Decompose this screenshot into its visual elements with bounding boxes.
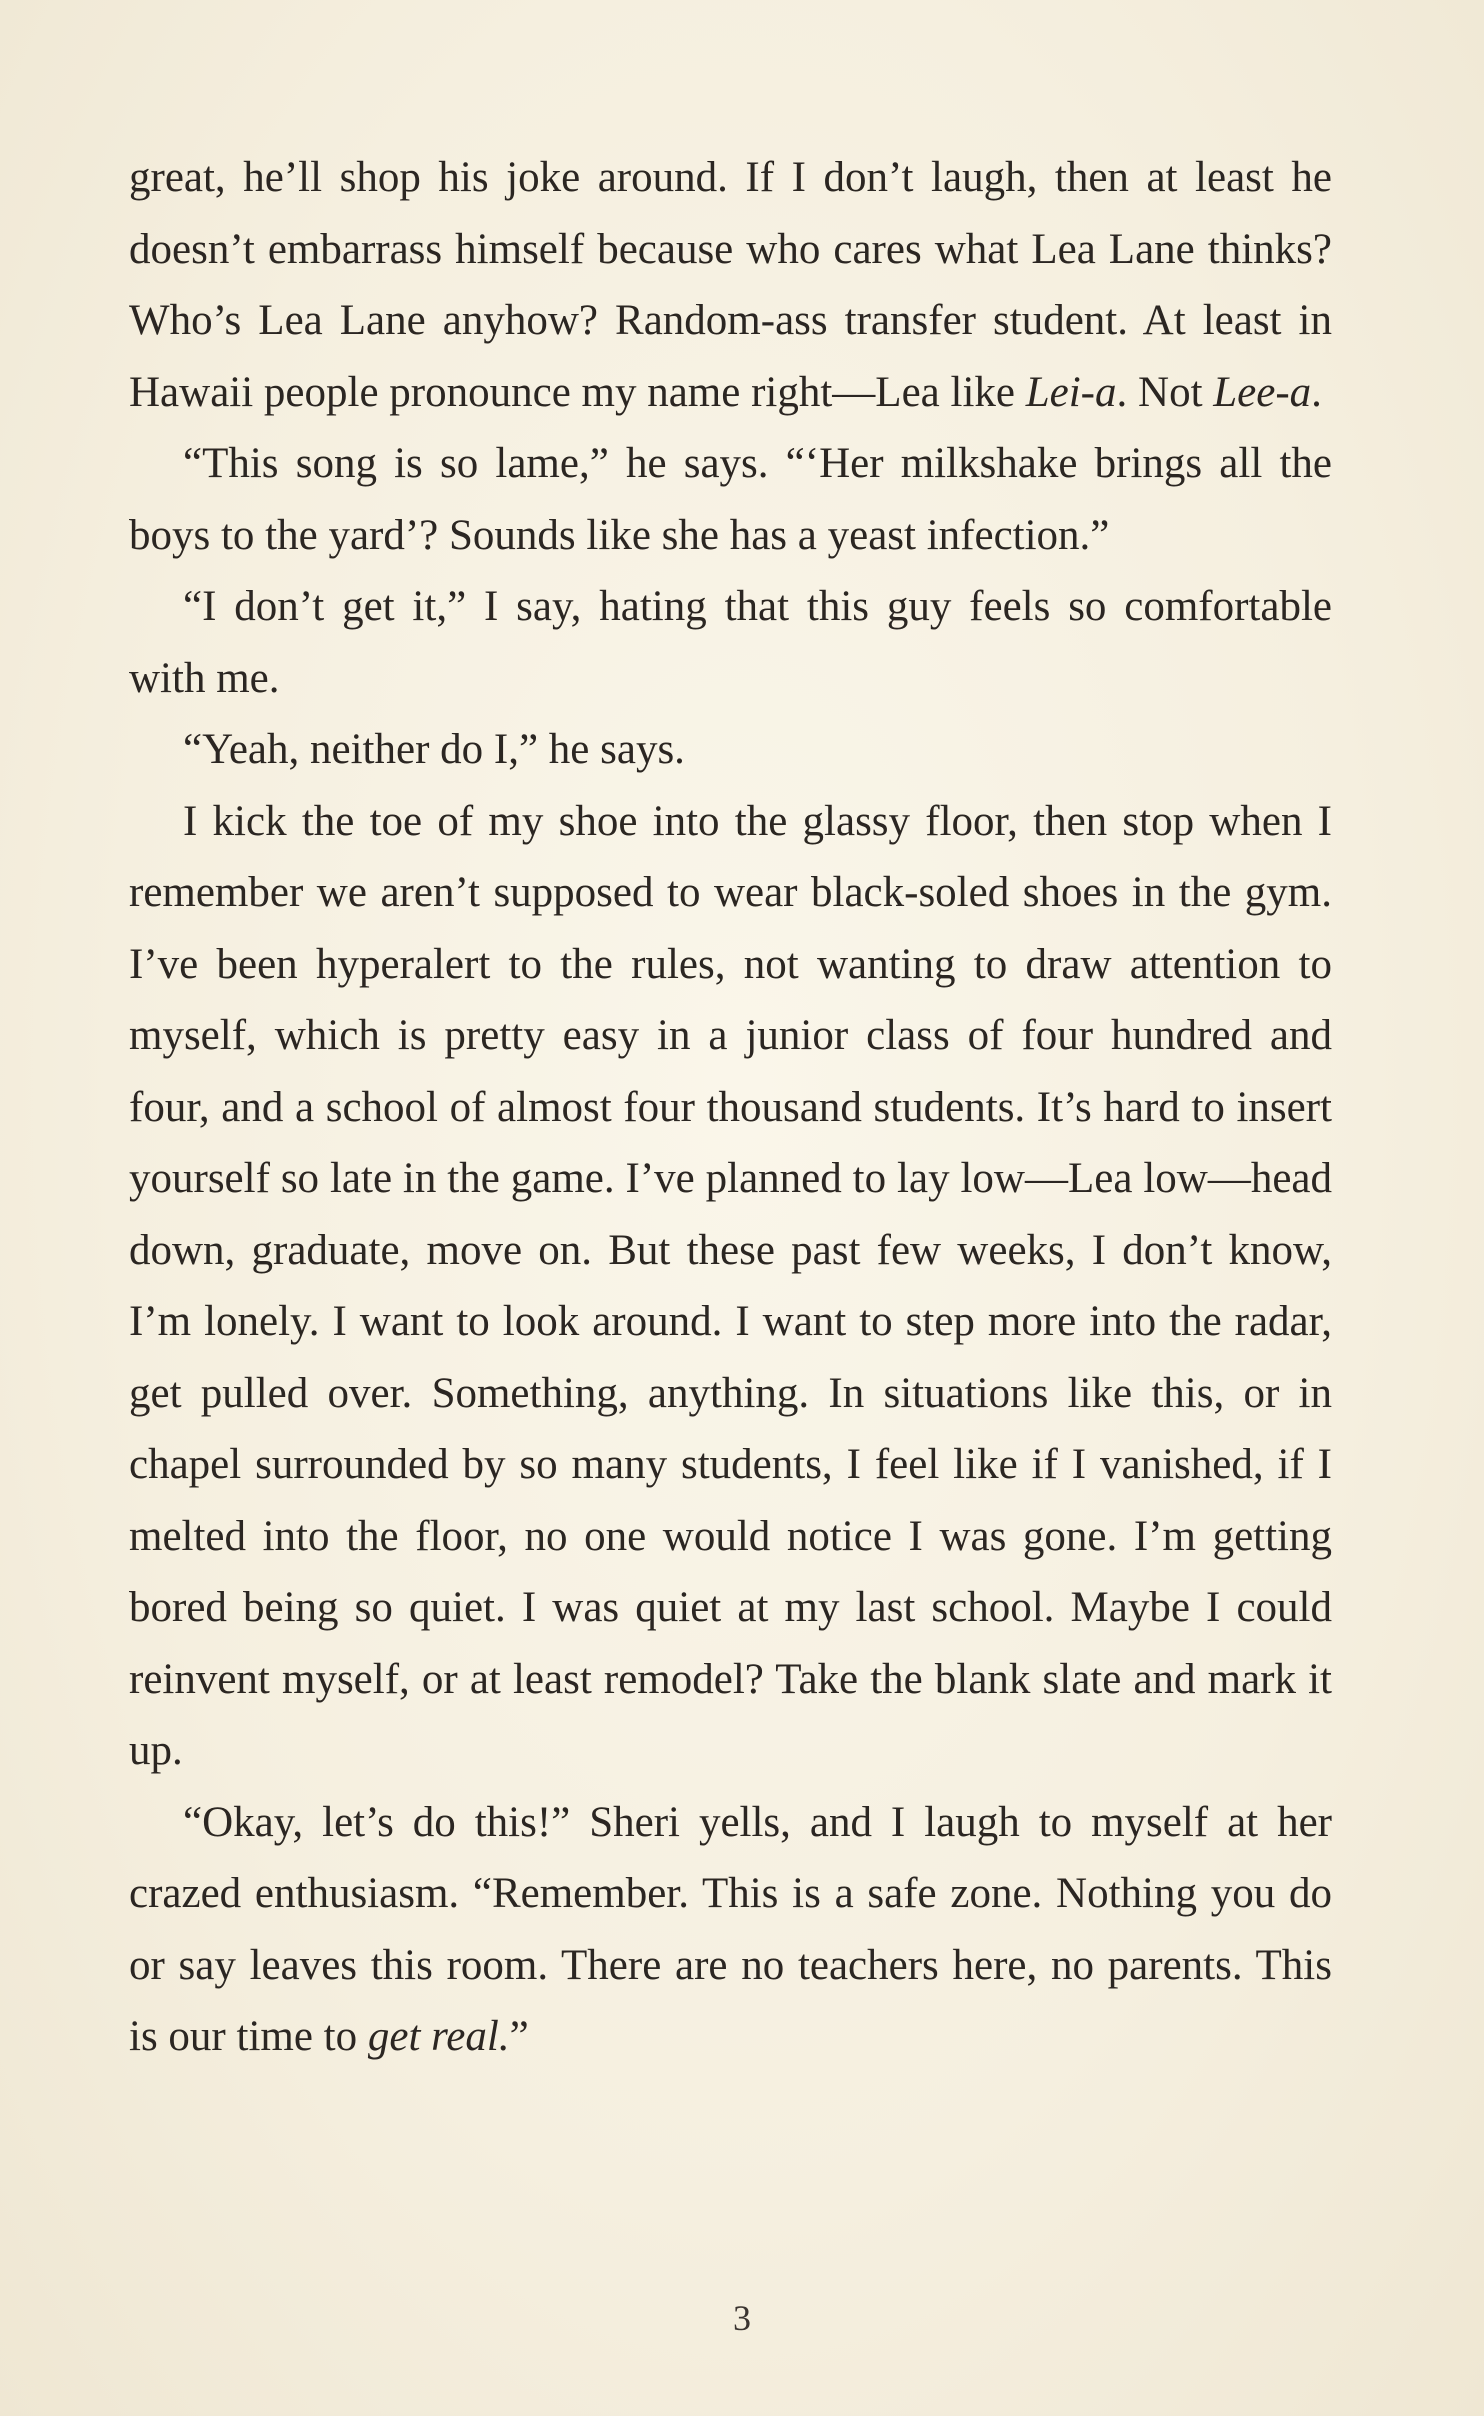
paragraph-5 [129,786,1332,1787]
text-segment: “This song is so lame,” he says. “‘Her milkshake brings all the boys to the yard’? Sounds like she has a yeast infection.” [129,440,1332,559]
paragraph-2 [129,428,1332,571]
text-segment: I kick the toe of my shoe into the glassy floor, then stop when I remember we aren’t supposed to wear black-soled shoes in the gym. I’ve been hyperalert to the rules, not wanting to draw attention to myself, which is pretty easy in a junior class of four hundred and four, and a school of almost four thousand students. It’s hard to insert yourself so late in the game. I’ve planned to lay low—Lea low—head down, graduate, move on. But these past few weeks, I don’t know, I’m lonely. I want to look around. I want to step more into the radar, get pulled over. Something, anything. In situations like this, or in chapel surrounded by so many students, I feel like if I vanished, if I melted into the floor, no one would notice I was gone. I’m getting bored being so quiet. I was quiet at my last school. Maybe I could reinvent myself, or at least remodel? Take the blank slate and mark it up. [129,797,1332,1774]
italic-segment: get real. [367,2013,510,2060]
paragraph-1 [129,142,1332,428]
italic-segment: Lee-a [1213,368,1312,416]
body-text [129,142,1332,2073]
text-segment: “I don’t get it,” I say, hating that this guy feels so comfortable with me. [129,583,1332,702]
text-segment: . Not [1116,368,1214,416]
paragraph-3 [129,571,1332,714]
italic-segment: Lei-a [1025,368,1117,416]
text-segment: . [1311,368,1322,416]
page-number: 3 [733,2298,751,2338]
text-segment: ” [509,2013,529,2060]
text-segment: “Yeah, neither do I,” he says. [183,726,685,773]
text-segment: great, he’ll shop his joke around. If I don’t laugh, then at least he doesn’t embarrass himself because who cares what Lea Lane thinks? Who’s Lea Lane anyhow? Random-ass transfer student. At least in Hawaii people pronounce my name right—Lea like [129,154,1332,416]
text-segment: “Okay, let’s do this!” Sheri yells, and I laugh to myself at her crazed enthusiasm. “Remember. This is a safe zone. Nothing you do or say leaves this room. There are no teachers here, no parents. This is our time to [129,1798,1332,2060]
paragraph-6 [129,1787,1332,2073]
paragraph-4 [129,714,1332,786]
